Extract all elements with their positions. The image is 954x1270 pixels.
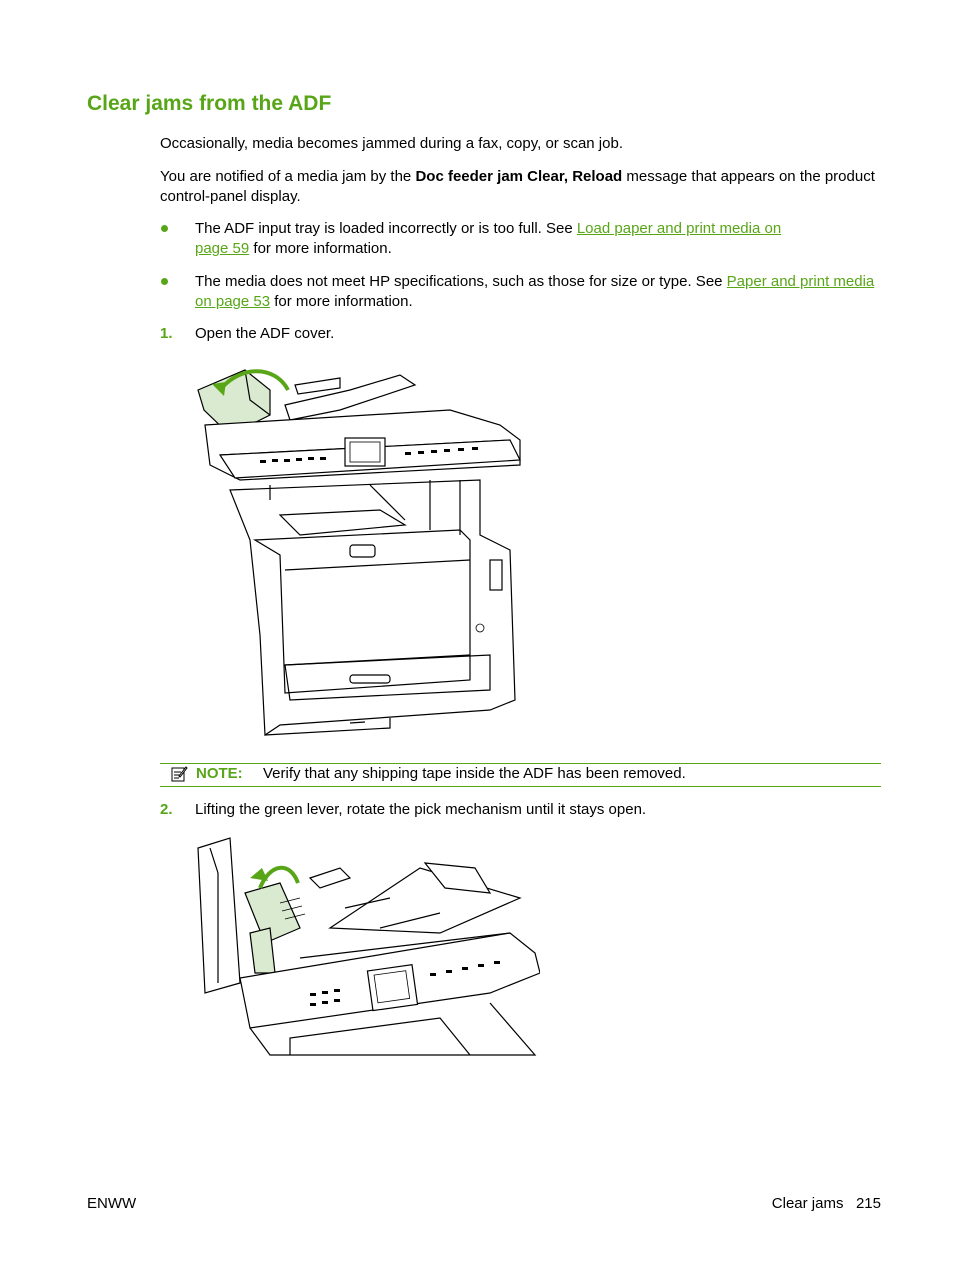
bullet-after: for more information.	[270, 293, 413, 310]
bullet-item	[195, 272, 883, 312]
note-text: Verify that any shipping tape inside the ADF has been removed.	[263, 765, 686, 782]
bullet-icon	[160, 220, 170, 230]
adf-cover	[198, 838, 240, 993]
side-label	[490, 560, 502, 590]
footer-left: ENWW	[87, 1195, 137, 1212]
bullet-text: The ADF input tray is loaded incorrectly or is too full. See	[195, 220, 577, 237]
control-panel-display	[367, 965, 417, 1011]
notice-paragraph	[160, 167, 880, 206]
notice-prefix: You are notified of a media jam by the	[160, 168, 416, 185]
page-heading: Clear jams from the ADF	[87, 92, 332, 115]
bullet-text: The media does not meet HP specifications, such as those for size or type. See	[195, 273, 727, 290]
pick-mechanism-illustration	[190, 833, 540, 1063]
paper-media-link[interactable]: Paper and print media on page 53	[195, 273, 875, 310]
printer-adf-open-illustration	[190, 360, 525, 745]
note-icon	[170, 765, 188, 783]
load-paper-link[interactable]: Load paper and print media on page 59	[195, 220, 782, 257]
notice-suffix: message that appears on the product control-panel display.	[160, 168, 875, 205]
note-box	[160, 763, 881, 787]
intro-paragraph: Occasionally, media becomes jammed during a fax, copy, or scan job.	[160, 135, 623, 152]
bullet-after: for more information.	[249, 240, 392, 257]
step-number: 2.	[160, 801, 173, 818]
step-text: Lifting the green lever, rotate the pick mechanism until it stays open.	[195, 801, 647, 818]
footer-right: Clear jams 215	[771, 1195, 881, 1212]
notice-message: Doc feeder jam Clear, Reload	[415, 168, 623, 185]
step-number: 1.	[160, 325, 173, 342]
bullet-icon	[160, 273, 170, 283]
bullet-item	[195, 219, 815, 259]
note-label: NOTE:	[196, 765, 243, 782]
step-text: Open the ADF cover.	[195, 325, 335, 342]
